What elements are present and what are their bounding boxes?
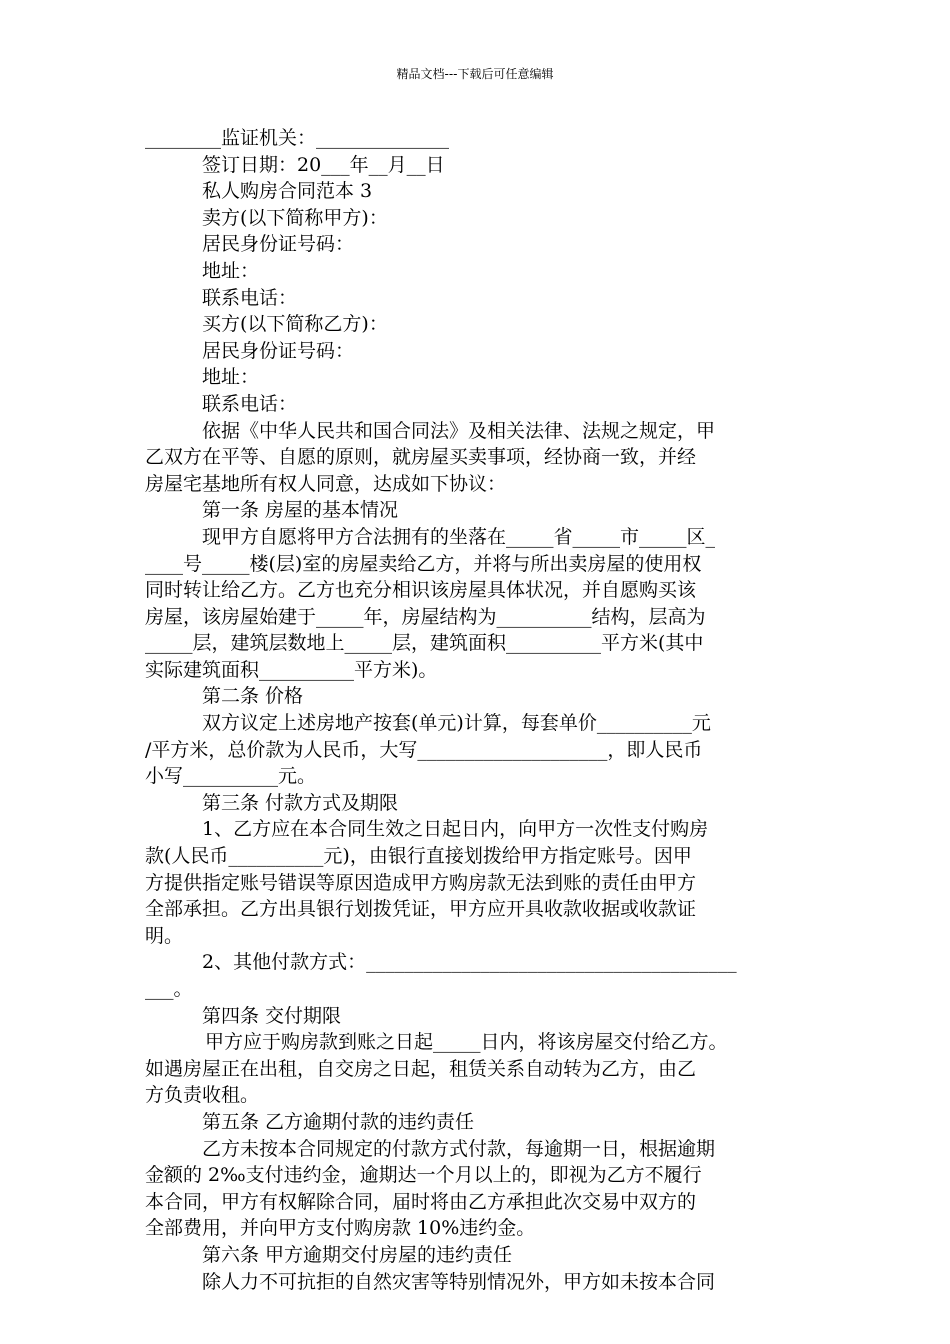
contract-line: 居民身份证号码： bbox=[202, 339, 355, 362]
contract-line: 地址： bbox=[202, 366, 260, 389]
contract-line: 居民身份证号码： bbox=[202, 233, 355, 256]
contract-line: 本合同，甲方有权解除合同，届时将由乙方承担此次交易中双方的 bbox=[145, 1190, 697, 1213]
contract-line: 小写__________元。 bbox=[145, 765, 317, 788]
contract-line: 地址： bbox=[202, 259, 260, 282]
contract-line: 乙方未按本合同规定的付款方式付款，每逾期一日，根据逾期 bbox=[202, 1137, 716, 1160]
contract-line: 房屋宅基地所有权人同意，达成如下协议： bbox=[145, 472, 507, 495]
contract-line: 现甲方自愿将甲方合法拥有的坐落在_____省_____市_____区_ bbox=[202, 525, 716, 548]
contract-line: 房屋，该房屋始建于_____年，房屋结构为__________结构，层高为 bbox=[145, 605, 706, 628]
contract-line: 同时转让给乙方。乙方也充分相识该房屋具体状况，并自愿购买该 bbox=[145, 579, 697, 602]
contract-line: 第五条 乙方逾期付款的违约责任 bbox=[202, 1110, 475, 1133]
contract-line: 方负责收租。 bbox=[145, 1084, 260, 1107]
contract-line: ____号_____楼(层)室的房屋卖给乙方，并将与所出卖房屋的使用权 bbox=[145, 552, 702, 575]
contract-line: 实际建筑面积__________平方米)。 bbox=[145, 658, 438, 681]
contract-line: 甲方应于购房款到账之日起_____日内，将该房屋交付给乙方。 bbox=[205, 1031, 728, 1054]
contract-line: 第三条 付款方式及期限 bbox=[202, 791, 399, 814]
contract-line: 联系电话： bbox=[202, 286, 298, 309]
contract-line: 私人购房合同范本 3 bbox=[202, 180, 373, 203]
contract-line: 乙双方在平等、自愿的原则，就房屋买卖事项，经协商一致，并经 bbox=[145, 446, 697, 469]
contract-line: 双方议定上述房地产按套(单元)计算，每套单价__________元 bbox=[202, 712, 711, 735]
contract-line: 金额的 2‰支付违约金，逾期达一个月以上的，即视为乙方不履行 bbox=[145, 1164, 702, 1187]
contract-line: _____层，建筑层数地上_____层，建筑面积__________平方米(其中 bbox=[145, 632, 704, 655]
contract-line: 除人力不可抗拒的自然灾害等特别情况外，甲方如未按本合同 bbox=[202, 1270, 716, 1293]
contract-line: 如遇房屋正在出租，自交房之日起，租赁关系自动转为乙方，由乙 bbox=[145, 1057, 697, 1080]
contract-line: 明。 bbox=[145, 924, 184, 947]
contract-line: 全部费用，并向甲方支付购房款 10%违约金。 bbox=[145, 1217, 536, 1240]
contract-line: 依据《中华人民共和国合同法》及相关法律、法规之规定，甲 bbox=[202, 419, 716, 442]
page-header: 精品文档---下载后可任意编辑 bbox=[396, 67, 554, 81]
contract-line: 买方(以下简称乙方)： bbox=[202, 313, 388, 336]
contract-line: /平方米，总价款为人民币，大写____________________，即人民币 bbox=[145, 738, 703, 761]
contract-line: 2、其他付款方式：_______________________________________ bbox=[202, 951, 737, 974]
contract-line: 卖方(以下简称甲方)： bbox=[202, 206, 388, 229]
contract-line: 联系电话： bbox=[202, 392, 298, 415]
contract-line: 全部承担。乙方出具银行划拨凭证，甲方应开具收款收据或收款证 bbox=[145, 898, 697, 921]
contract-body bbox=[145, 125, 805, 1295]
contract-line: 第二条 价格 bbox=[202, 685, 304, 708]
contract-line: ___。 bbox=[145, 978, 193, 1000]
contract-line: 方提供指定账号错误等原因造成甲方购房款无法到账的责任由甲方 bbox=[145, 871, 697, 894]
contract-line: 第四条 交付期限 bbox=[202, 1004, 342, 1027]
contract-line: ________监证机关：______________ bbox=[145, 127, 450, 149]
contract-line: 款(人民币__________元)，由银行直接划拨给甲方指定账号。因甲 bbox=[145, 845, 692, 868]
contract-line: 第六条 甲方逾期交付房屋的违约责任 bbox=[202, 1243, 513, 1266]
contract-line: 第一条 房屋的基本情况 bbox=[202, 499, 399, 522]
contract-line: 1、乙方应在本合同生效之日起日内，向甲方一次性支付购房 bbox=[202, 818, 709, 841]
contract-line: 签订日期：20___年__月__日 bbox=[202, 153, 445, 176]
